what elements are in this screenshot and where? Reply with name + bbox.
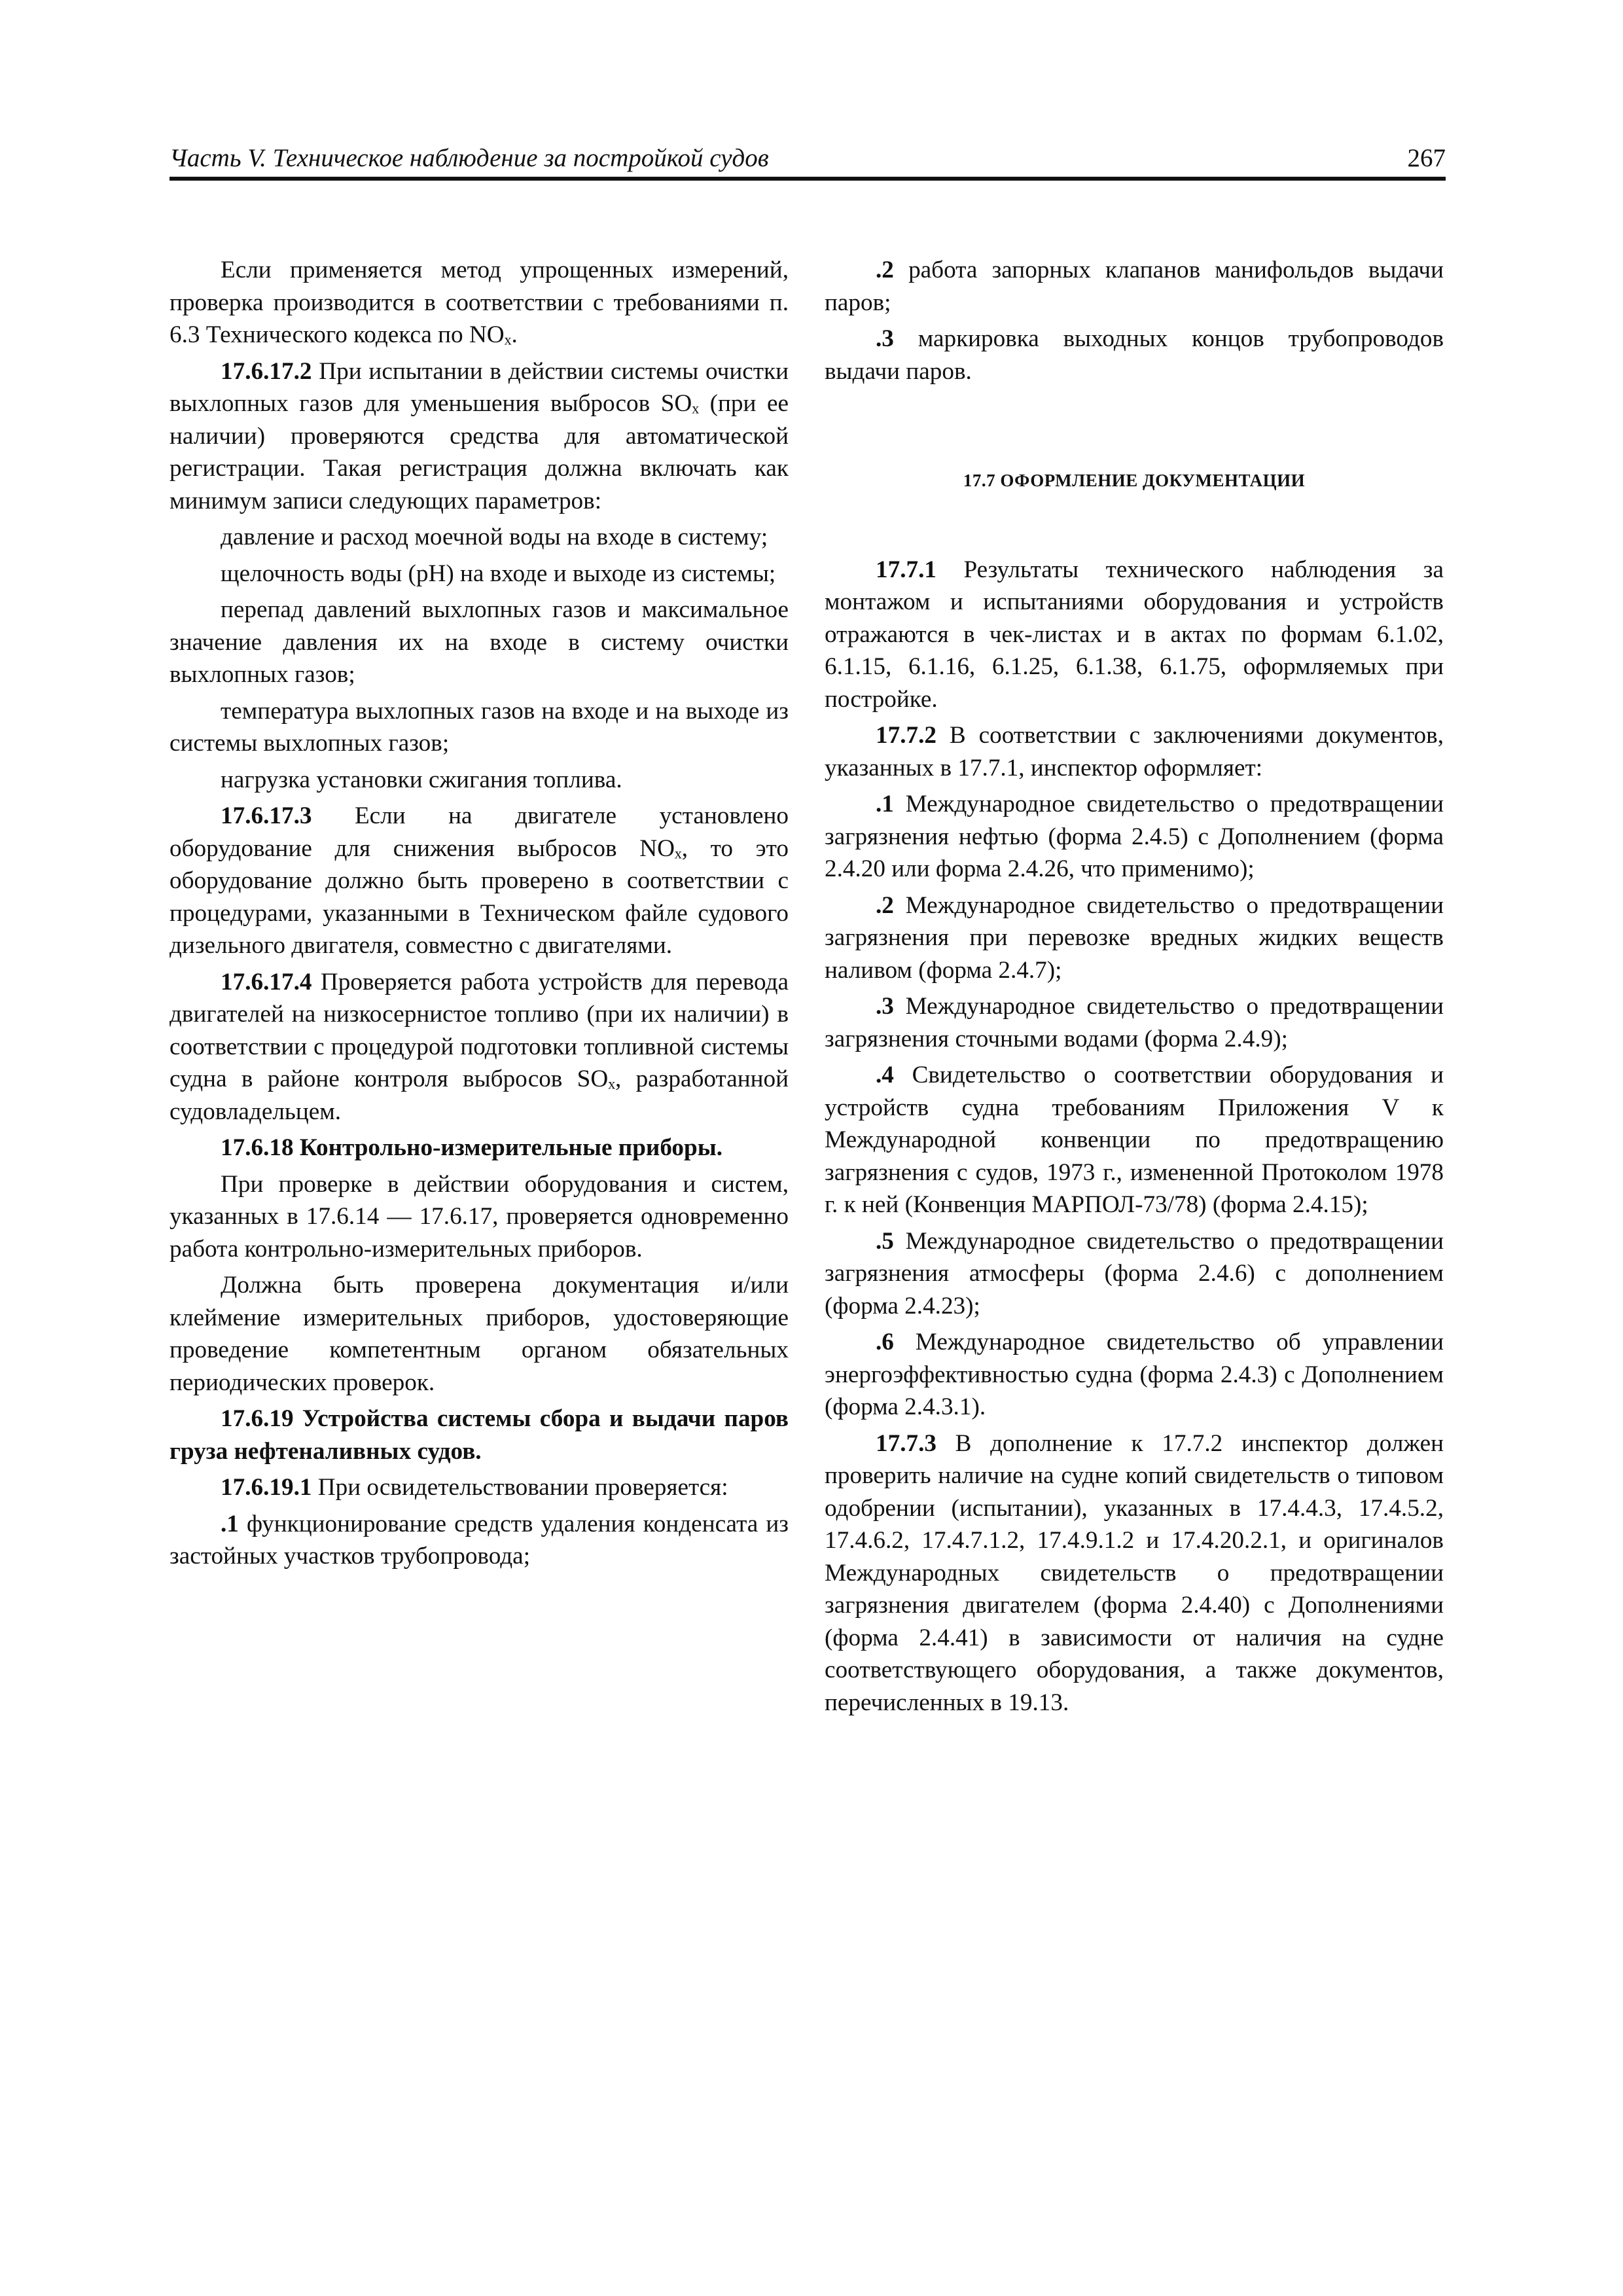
item-number: .3 [876, 993, 894, 1020]
clause-number: 17.6.19.1 [221, 1474, 312, 1501]
paragraph: 17.6.17.3 Если на двигателе установлено оборудование для снижения выбросов NOₓ, то это оборудование должно быть проверено в соответствии с процедурами, указанными в Техническом файле судового дизельного двигателя, совместно с двигателями. [169, 802, 789, 959]
clause-number: 17.7.2 [876, 722, 936, 749]
right-column [825, 254, 1444, 1719]
list-item: .4 Свидетельство о соответствии оборудования и устройств судна требованиям Приложения V к Международной конвенции по предотвращению загрязнения с судов, 1973 г., измененной Протоколом 1978 г. к ней (Конвенция МАРПОЛ-73/78) (форма 2.4.15); [825, 1062, 1444, 1218]
list-item: нагрузка установки сжигания топлива. [221, 766, 622, 793]
paragraph: 17.6.19.1 При освидетельствовании проверяется: [221, 1474, 728, 1501]
clause-number: 17.6.17.4 [221, 968, 312, 996]
item-number: .1 [221, 1510, 239, 1537]
clause-number: 17.7.1 [876, 556, 936, 583]
paragraph: 17.7.1 Результаты технического наблюдения за монтажом и испытаниями оборудования и устройств отражаются в чек-листах и в актах по формам 6.1.02, 6.1.15, 6.1.16, 6.1.25, 6.1.38, 6.1.75, оформляемых при постройке. [825, 556, 1444, 713]
item-number: .3 [876, 325, 894, 352]
list-item: температура выхлопных газов на входе и на выходе из системы выхлопных газов; [169, 697, 789, 757]
left-column [169, 254, 789, 1573]
list-item: .5 Международное свидетельство о предотвращении загрязнения атмосферы (форма 2.4.6) с дополнением (форма 2.4.23); [825, 1227, 1444, 1319]
paragraph: Должна быть проверена документация и/или клеймение измерительных приборов, удостоверяющие проведение компетентным органом обязательных периодических проверок. [169, 1272, 789, 1396]
subsection-heading: 17.6.18 Контрольно-измерительные приборы. [221, 1134, 723, 1161]
section-heading: 17.7 ОФОРМЛЕНИЕ ДОКУМЕНТАЦИИ [963, 471, 1306, 490]
list-item: .3 Международное свидетельство о предотвращении загрязнения сточными водами (форма 2.4.9); [825, 993, 1444, 1052]
list-item: перепад давлений выхлопных газов и максимальное значение давления их на входе в систему очистки выхлопных газов; [169, 596, 789, 688]
paragraph: Если применяется метод упрощенных измерений, проверка производится в соответствии с требованиями п. 6.3 Технического кодекса по NOₓ. [169, 257, 789, 348]
list-item: .6 Международное свидетельство об управлении энергоэффективностью судна (форма 2.4.3) с Дополнением (форма 2.4.3.1). [825, 1329, 1444, 1420]
item-number: .4 [876, 1062, 894, 1088]
list-item: давление и расход моечной воды на входе в систему; [221, 524, 768, 550]
list-item: .1 Международное свидетельство о предотвращении загрязнения нефтью (форма 2.4.5) с Дополнением (форма 2.4.20 или форма 2.4.26, что применимо); [825, 791, 1444, 882]
item-number: .2 [876, 891, 894, 919]
paragraph: 17.7.2 В соответствии с заключениями документов, указанных в 17.7.1, инспектор оформляет: [825, 722, 1444, 781]
paragraph: 17.6.17.4 Проверяется работа устройств для перевода двигателей на низкосернистое топливо (при их наличии) в соответствии с процедурой подготовки топливной системы судна в районе контроля выбросов SOₓ, разработанной судовладельцем. [169, 968, 789, 1125]
subsection-heading: 17.6.19 Устройства системы сбора и выдачи паров груза нефтеналивных судов. [169, 1405, 789, 1465]
item-number: .2 [876, 257, 894, 283]
paragraph: При проверке в действии оборудования и систем, указанных в 17.6.14 — 17.6.17, проверяется одновременно работа контрольно-измерительных приборов. [169, 1170, 789, 1263]
list-item: .1 функционирование средств удаления конденсата из застойных участков трубопровода; [169, 1510, 789, 1570]
running-title: Часть V. Техническое наблюдение за постройкой судов [169, 144, 769, 172]
clause-number: 17.6.17.2 [221, 357, 312, 385]
header-rule [169, 177, 1446, 181]
page-header [169, 136, 1446, 177]
paragraph: 17.7.3 В дополнение к 17.7.2 инспектор должен проверить наличие на судне копий свидетельств о типовом одобрении (испытании), указанных в 17.4.4.3, 17.4.5.2, 17.4.6.2, 17.4.7.1.2, 17.4.9.1.2 и 17.4.20.2.1, и оригиналов Международных свидетельств о предотвращении загрязнения двигателем (форма 2.4.40) с Дополнениями (форма 2.4.41) в зависимости от наличия на судне соответствующего оборудования, а также документов, перечисленных в 19.13. [825, 1429, 1444, 1716]
list-item: .2 Международное свидетельство о предотвращении загрязнения при перевозке вредных жидких веществ наливом (форма 2.4.7); [825, 891, 1444, 984]
clause-number: 17.7.3 [876, 1429, 936, 1457]
list-item: .3 маркировка выходных концов трубопроводов выдачи паров. [825, 325, 1444, 385]
item-number: .1 [876, 791, 894, 817]
page-number: 267 [1407, 144, 1446, 172]
item-number: .5 [876, 1227, 894, 1255]
item-number: .6 [876, 1329, 894, 1355]
list-item: .2 работа запорных клапанов манифольдов выдачи паров; [825, 257, 1444, 316]
paragraph: 17.6.17.2 При испытании в действии системы очистки выхлопных газов для уменьшения выбросов SOₓ (при ее наличии) проверяются средства для автоматической регистрации. Такая регистрация должна включать как минимум записи следующих параметров: [169, 357, 789, 514]
clause-number: 17.6.17.3 [221, 802, 312, 829]
list-item: щелочность воды (pH) на входе и выходе из системы; [221, 560, 776, 587]
